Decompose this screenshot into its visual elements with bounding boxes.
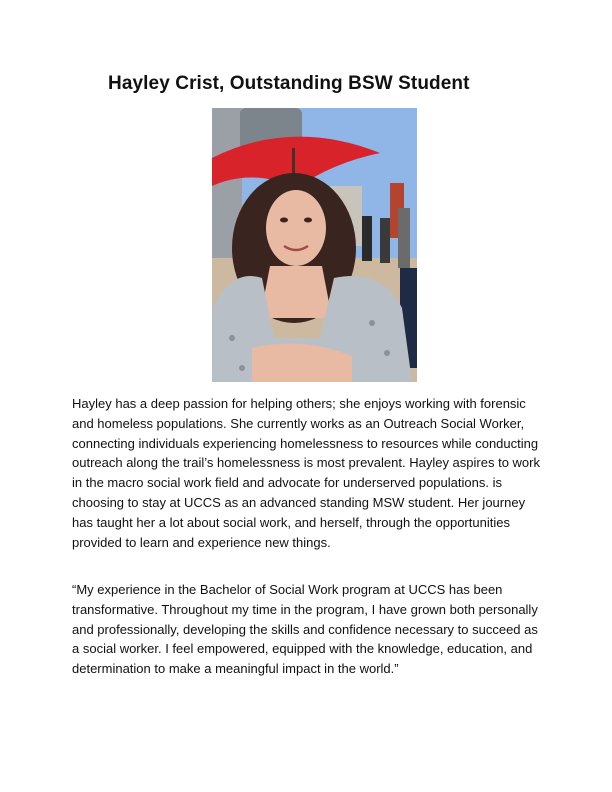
student-photo-illustration xyxy=(212,108,417,382)
eye xyxy=(280,218,288,223)
quote-paragraph: “My experience in the Bachelor of Social Work program at UCCS has been transformative. Throughout my time in the program, I have grown both personally and professionally, developing the skills and confidence necessary to succeed as a social worker. I feel empowered, equipped with the knowledge, education, and determination to make a meaningful impact in the world.” xyxy=(72,582,538,677)
face xyxy=(266,190,326,266)
page-title: Hayley Crist, Outstanding BSW Student xyxy=(108,73,470,94)
dress-pattern xyxy=(369,320,375,326)
neck-chest xyxy=(260,266,332,318)
background-person xyxy=(380,218,390,263)
eye xyxy=(304,218,312,223)
bio-paragraph: Hayley has a deep passion for helping others; she enjoys working with forensic and homeless populations. She currently works as an Outreach Social Worker, connecting individuals experiencing homelessness to resources while conducting outreach along the trail’s homelessness is most prevalent. Hayley aspires to work in the macro social work field and advocate for underserved populations. is choosing to stay at UCCS as an advanced standing MSW student. Her journey has taught her a lot about social work, and herself, through the opportunities provided to learn and experience new things. xyxy=(72,396,540,550)
dress-pattern xyxy=(239,365,245,371)
dress-pattern xyxy=(384,350,390,356)
dress-pattern xyxy=(229,335,235,341)
student-photo xyxy=(212,108,417,382)
background-person xyxy=(362,216,372,261)
background-person xyxy=(398,208,410,268)
